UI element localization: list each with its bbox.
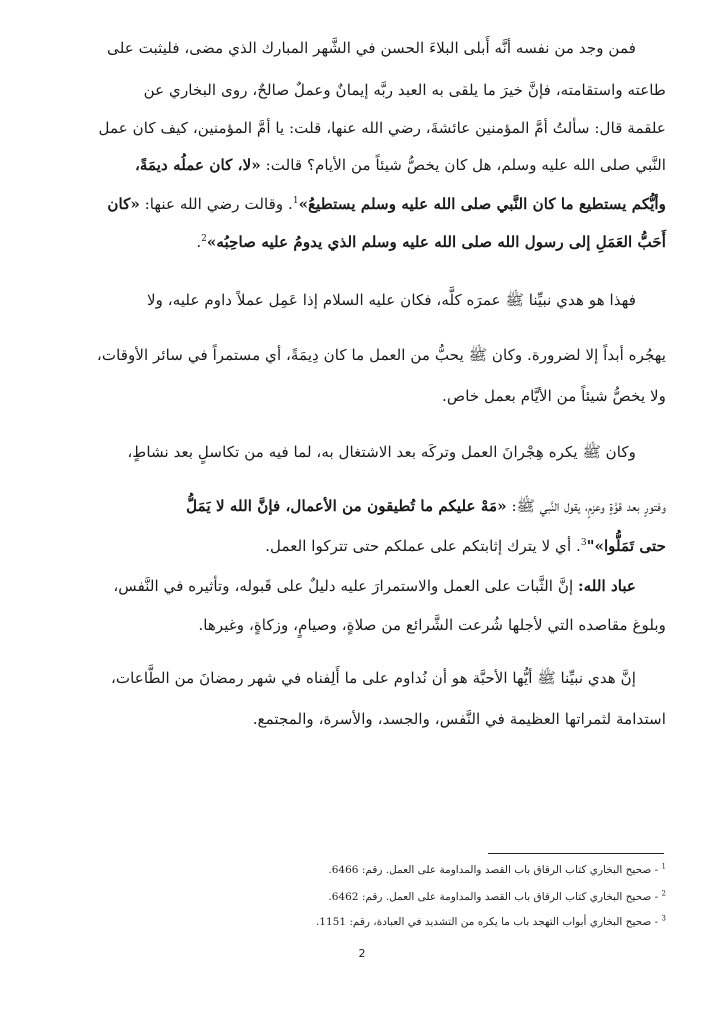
footnote-ref[interactable]: 3 (580, 537, 587, 548)
paragraph-5-line-2 (253, 707, 666, 731)
footnote-3 (316, 914, 666, 930)
paragraph-2-line-2 (97, 343, 666, 367)
paragraph-1-line-2 (144, 78, 666, 102)
hadith-quote: أَحَبُّ العَمَلِ إلى رسول الله صلى الله عليه وسلم الذي يدومُ عليه صاحِبُه» (206, 233, 666, 251)
footnote-ref[interactable]: 1 (292, 195, 299, 206)
hadith-quote: حتى تَمَلُّوا»" (586, 537, 666, 555)
text-run: وبلوغ مقاصده التي لأجلها شُرعت الشَّرائع من صلاةٍ، وصيامٍ، وزكاةٍ، وغيرها. (198, 616, 666, 634)
text-run: يهجُره أبداً إلا لضرورة. وكان ﷺ يحبُّ من العمل ما كان دِيمَةً، أي مستمراً في سائر الأوقات، (96, 346, 666, 364)
paragraph-3-line-2 (186, 494, 666, 518)
text-run: النَّبي صلى الله عليه وسلم، هل كان يخصُّ شيئاً من الأيام؟ قالت: (265, 156, 666, 174)
footnote-ref[interactable]: 2 (201, 233, 207, 244)
footnote-text: - صحيح البخاري كتاب الرقاق باب القصد والمداومة على العمل. رقم: 6462. (328, 891, 659, 903)
text-run: . (196, 233, 202, 251)
paragraph-1-line-5 (107, 192, 666, 216)
text-run: فهذا هو هدي نبيِّنا ﷺ عمرَه كلَّه، فكان عليه السلام إذا عَمِل عملاً داوم عليه، ولا (146, 291, 636, 309)
paragraph-3-line-1 (127, 440, 636, 464)
footnote-number: 2 (661, 889, 666, 898)
text-run: إنَّ الثَّبات على العمل والاستمرارَ عليه دليلٌ على قَبوله، وتأثيره في النَّفس، (113, 577, 574, 595)
hadith-quote: «مَهْ عليكم ما تُطيقون من الأعمال، فإنَّ الله لا يَمَلُّ (186, 497, 507, 515)
paragraph-2-line-1 (147, 288, 636, 312)
text-run: ولا يخصُّ شيئاً من الأيَّام بعمل خاص. (442, 387, 666, 405)
footnote-1 (328, 862, 666, 878)
paragraph-4-line-1 (113, 574, 636, 598)
paragraph-1-line-4 (135, 153, 666, 177)
text-run: طاعته واستقامته، فإنَّ خيرَ ما يلقى به العبد ربَّه إيمانٌ وعملٌ صالحٌ، روى البخاري عن (143, 81, 666, 99)
text-run: علقمة قال: سألتُ أمَّ المؤمنين عائشةَ، رضي الله عنها، قلت: يا أمَّ المؤمنين، كيف كان عمل (98, 119, 666, 137)
paragraph-1-line-6 (196, 230, 666, 254)
text-run: . أي لا يترك إثابتكم على عملكم حتى تتركوا العمل. (265, 537, 581, 555)
paragraph-5-line-1 (111, 666, 636, 690)
text-run: وفتورٍ بعد قوَّةٍ وعزمٍ، يقول النَّبي ﷺ: (511, 497, 666, 515)
footnote-separator (488, 853, 664, 854)
text-run: إنَّ هدي نبيِّنا ﷺ أيُّها الأحبَّة هو أن نُداوم على ما أَلِفناه في شهر رمضانَ من الطَّاعات، (110, 669, 636, 687)
text-run: . وقالت رضي الله عنها: (144, 195, 293, 213)
hadith-quote: «كان (107, 195, 140, 213)
footnote-text: - صحيح البخاري أبواب التهجد باب ما يكره من التشديد في العبادة، رقم: 1151. (315, 916, 659, 928)
footnote-number: 3 (661, 914, 666, 923)
hadith-quote: «لا، كان عملُه ديمَةً، (134, 156, 261, 174)
address-lead: عباد الله: (578, 577, 636, 595)
paragraph-1-line-3 (98, 116, 666, 140)
paragraph-3-line-3 (265, 534, 666, 558)
footnote-number: 1 (661, 862, 666, 871)
text-run: استدامة لثمراتها العظيمة في النَّفس، والجسد، والأسرة، والمجتمع. (252, 710, 666, 728)
text-run: فمن وجد من نفسه أنَّه أَبلى البلاءَ الحسن في الشَّهر المبارك الذي مضى، فليثبت على (107, 39, 636, 57)
hadith-quote: وأيُّكم يستطيع ما كان النَّبي صلى الله عليه وسلم يستطيعُ» (298, 195, 666, 213)
text-run: وكان ﷺ يكره هِجْرانَ العمل وتركَه بعد الاشتغال به، لما فيه من تكاسلٍ بعد نشاطٍ، (127, 443, 636, 461)
paragraph-4-line-2 (198, 613, 666, 637)
paragraph-1-line-1 (107, 36, 636, 60)
page-number: 2 (358, 947, 366, 960)
paragraph-2-line-3 (442, 384, 666, 408)
footnote-2 (328, 889, 666, 905)
footnote-text: - صحيح البخاري كتاب الرقاق باب القصد والمداومة على العمل. رقم: 6466. (328, 864, 659, 876)
